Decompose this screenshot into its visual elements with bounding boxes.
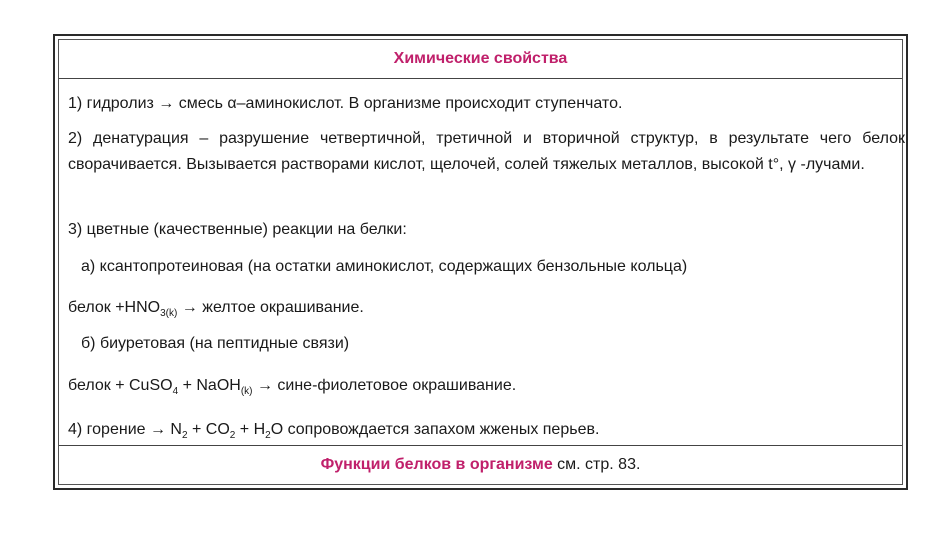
footer-link-text: Функции белков в организме: [320, 456, 553, 473]
gamma-symbol: γ: [788, 156, 797, 173]
arrow-icon: →: [149, 421, 166, 438]
color-reactions-heading: 3) цветные (качественные) реакции на белки:: [68, 221, 407, 238]
alpha-symbol: α: [227, 95, 237, 112]
xanthoprotein-label: а) ксантопротеиновая (на остатки аминокислот, содержащих бензольные кольца): [81, 258, 688, 275]
table-title: Химические свойства: [393, 50, 568, 67]
table-footer: [59, 445, 902, 484]
arrow-icon: →: [252, 377, 278, 394]
combustion-item: 4) горение → $N_2 + CO_2 + H_2O$ сопровождается запахом жженых перьев.: [68, 421, 600, 441]
footer-page-ref: см. стр. 83.: [552, 456, 641, 473]
arrow-icon: →: [158, 95, 175, 112]
footer-line: [59, 456, 902, 474]
denaturation-item: 2) денатурация – разрушение четвертичной, третичной и вторичной структур, в результате чего белок сворачивается. Вызывается растворами кислот, щелочей, солей тяжелых металлов, высокой t°, γ -лучами.: [68, 130, 905, 173]
biuret-equation: белок + CuSO$_4$ + NaOH$_{(k)}$ → сине-фиолетовое окрашивание.: [68, 377, 517, 397]
properties-table: [53, 34, 908, 490]
table-header: [59, 40, 902, 79]
xanthoprotein-equation: белок $+HNO_{3(k)}$ → желтое окрашивание.: [68, 299, 364, 319]
arrow-icon: →: [177, 299, 203, 316]
biuret-label: б) биуретовая (на пептидные связи): [81, 335, 350, 352]
table-inner: [58, 39, 903, 485]
hydrolysis-item: 1) гидролиз → смесь α–аминокислот. В организме происходит ступенчато.: [68, 95, 623, 112]
